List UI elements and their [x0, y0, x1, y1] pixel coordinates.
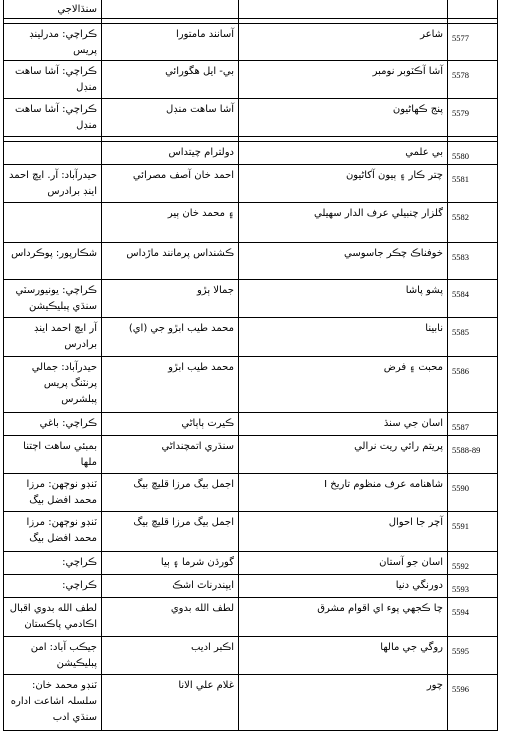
table-row: [4, 675, 498, 731]
book-author: گورڌن شرما ۽ ٻيا: [102, 552, 239, 575]
table-row: [4, 575, 498, 598]
book-author: ايپندرناٿ اشڪ: [102, 575, 239, 598]
book-publisher: شڪارپور: پوڪرداس: [4, 243, 102, 280]
book-publisher: ڪراچي: آشا ساهت منڊل: [4, 99, 102, 137]
book-title: پنج ڪهاڻيون: [239, 99, 448, 137]
table-row: [4, 637, 498, 675]
book-author: آشا ساهت منڊل: [102, 99, 239, 137]
book-author: ڪيرت ٻاٻاڻي: [102, 413, 239, 436]
table-row: [4, 99, 498, 137]
book-author: اڪبر اديب: [102, 637, 239, 675]
table-row: [4, 24, 498, 61]
book-publisher: سنڌالاجي: [4, 0, 102, 19]
book-title: محبت ۽ فرض: [239, 357, 448, 413]
catalog-number: 5596: [448, 675, 498, 731]
book-author: بي- ايل هگورائي: [102, 61, 239, 99]
book-title: پشو پاشا: [239, 280, 448, 318]
book-author: لطف الله بدوي: [102, 598, 239, 637]
catalog-number: 5579: [448, 99, 498, 137]
book-publisher: ڪراچي:: [4, 552, 102, 575]
catalog-number: 5595: [448, 637, 498, 675]
catalog-table: [3, 0, 498, 731]
table-row: [4, 0, 498, 19]
book-publisher: بمبئي ساهت اڄتنا ملها: [4, 436, 102, 474]
catalog-number: 5588-89: [448, 436, 498, 474]
book-title: دورنگي دنيا: [239, 575, 448, 598]
catalog-number: 5580: [448, 142, 498, 165]
table-row: [4, 61, 498, 99]
book-title: آشا آڪٽوبر نومبر: [239, 61, 448, 99]
book-title: اسان جو آستان: [239, 552, 448, 575]
catalog-number: 5591: [448, 512, 498, 552]
book-publisher: لطف الله بدوي اقبال اڪادمي پاڪستان: [4, 598, 102, 637]
book-publisher: حيدرآباد: آر. ايچ احمد اينڊ برادرس: [4, 165, 102, 203]
catalog-number: 5581: [448, 165, 498, 203]
book-publisher: [4, 203, 102, 243]
catalog-number: 5593: [448, 575, 498, 598]
book-author: آسانند مامتورا: [102, 24, 239, 61]
catalog-number: 5585: [448, 318, 498, 357]
catalog-number: 5586: [448, 357, 498, 413]
book-publisher: ڪراچي: باغي: [4, 413, 102, 436]
catalog-number: 5578: [448, 61, 498, 99]
table-row: [4, 318, 498, 357]
book-title: خوفناڪ چڪر جاسوسي: [239, 243, 448, 280]
book-title: شاعر: [239, 24, 448, 61]
catalog-number: 5583: [448, 243, 498, 280]
book-publisher: ٽنڊو نوڄهن: مرزا محمد افضل بيگ: [4, 512, 102, 552]
book-title: چتر ڪار ۽ ٻيون آکاڻيون: [239, 165, 448, 203]
book-publisher: ڪراچي: مدرلينڊ پريس: [4, 24, 102, 61]
book-title: گلزار چنبيلي عرف الدار سهيلي: [239, 203, 448, 243]
book-author: محمد طيب ابڙو: [102, 357, 239, 413]
table-row: [4, 357, 498, 413]
table-row: [4, 512, 498, 552]
table-row: [4, 474, 498, 512]
table-row: [4, 165, 498, 203]
book-author: جمالا ٻڙو: [102, 280, 239, 318]
catalog-number: 5584: [448, 280, 498, 318]
table-row: [4, 203, 498, 243]
book-publisher: ٽنڊو محمد خان: سلسلہ اشاعت اداره سنڌي ادب: [4, 675, 102, 731]
book-publisher: ڪراچي: يونيورسٽي سنڌي پبليڪيشن: [4, 280, 102, 318]
catalog-number: 5582: [448, 203, 498, 243]
book-author: ڪشنداس پرمانند ماڙداس: [102, 243, 239, 280]
catalog-number: 5577: [448, 24, 498, 61]
book-publisher: ڪراچي:: [4, 575, 102, 598]
table-row: [4, 598, 498, 637]
table-row: [4, 552, 498, 575]
book-publisher: [4, 142, 102, 165]
catalog-number: 5590: [448, 474, 498, 512]
book-author: سنڌري اتمچنداڻي: [102, 436, 239, 474]
book-publisher: ڪراچي: آشا ساهت منڊل: [4, 61, 102, 99]
table-row: [4, 413, 498, 436]
book-title: چا ڪجهي پوء اي اقوام مشرق: [239, 598, 448, 637]
book-title: روگي جي مالها: [239, 637, 448, 675]
book-title: اسان جي سنڌ: [239, 413, 448, 436]
book-publisher: جيڪب آباد: امن پبليڪيشن: [4, 637, 102, 675]
book-title: چور: [239, 675, 448, 731]
catalog-number: 5592: [448, 552, 498, 575]
book-title: بي علمي: [239, 142, 448, 165]
book-author: ۽ محمد خان ٻير: [102, 203, 239, 243]
book-author: [102, 0, 239, 19]
book-title: پريتم رائي ريت نرالي: [239, 436, 448, 474]
table-row: [4, 436, 498, 474]
catalog-number: 5594: [448, 598, 498, 637]
table-row: [4, 280, 498, 318]
book-publisher: حيدرآباد: جمالي پرنٽنگ پريس پبلشرس: [4, 357, 102, 413]
catalog-number: [448, 0, 498, 19]
book-publisher: ٽنڊو نوڄهن: مرزا محمد افضل بيگ: [4, 474, 102, 512]
catalog-number: 5587: [448, 413, 498, 436]
book-title: شاهنامه عرف منظوم تاريخ I: [239, 474, 448, 512]
book-title: آچر جا احوال: [239, 512, 448, 552]
book-author: اجمل بيگ مرزا قليچ بيگ: [102, 474, 239, 512]
table-row: [4, 142, 498, 165]
book-author: غلام علي الانا: [102, 675, 239, 731]
table-row: [4, 243, 498, 280]
book-author: محمد طيب ابڙو جي (اي): [102, 318, 239, 357]
book-title: نابينا: [239, 318, 448, 357]
book-author: دولترام چيتداس: [102, 142, 239, 165]
book-author: احمد خان آصف مصرائي: [102, 165, 239, 203]
book-publisher: آر ايچ احمد اينڊ برادرس: [4, 318, 102, 357]
book-title: [239, 0, 448, 19]
book-author: اجمل بيگ مرزا قليچ بيگ: [102, 512, 239, 552]
